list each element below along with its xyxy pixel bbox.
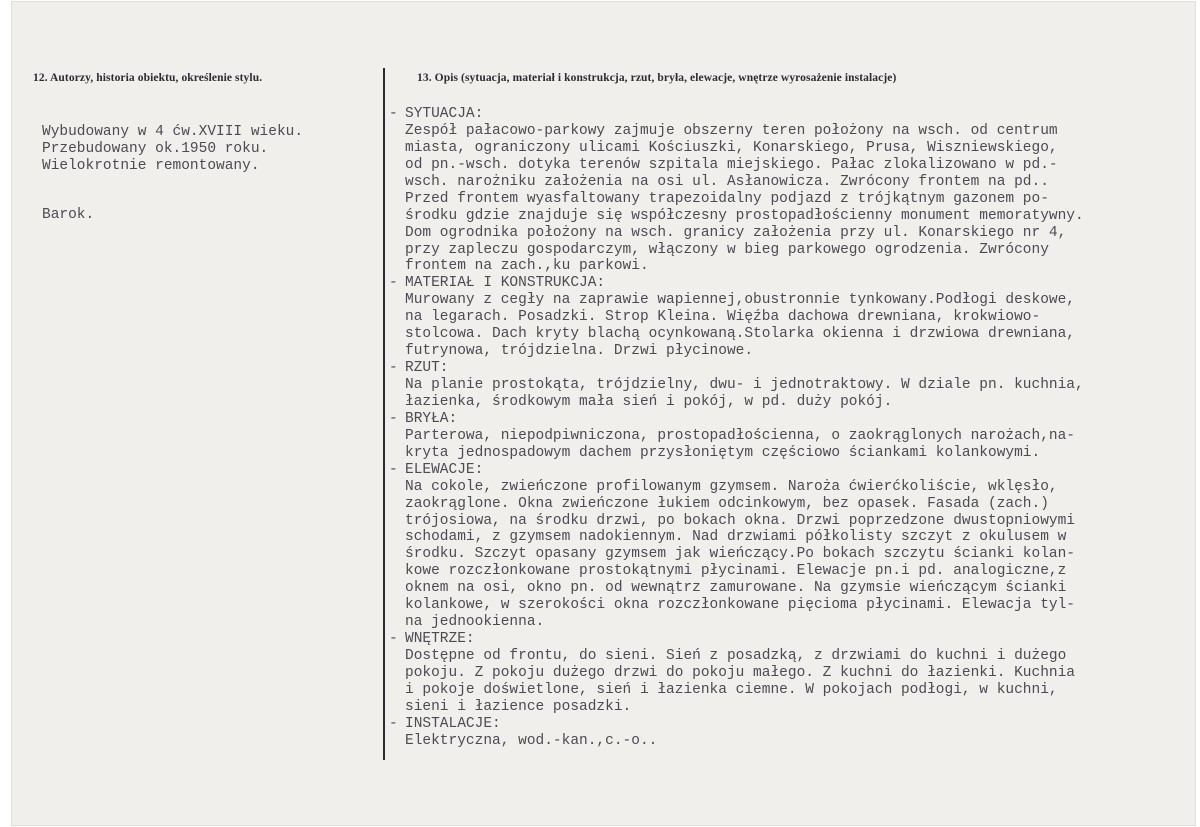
dash-marker: - bbox=[389, 410, 398, 427]
section-line: kowe rozczłonkowane prostokątnymi płycinami. Elewacje pn.i pd. analogiczne,z bbox=[405, 563, 1067, 580]
section-line: Dom ogrodnika położony na wsch. granicy założenia przy ul. Konarskiego nr 4, bbox=[405, 224, 1067, 241]
history-text bbox=[42, 124, 303, 175]
section-line: łazienka, środkowym mała sień i pokój, w pd. duży pokój. bbox=[405, 393, 893, 410]
section-line: środku gdzie znajduje się współczesny prostopadłościenny monument memoratywny. bbox=[405, 207, 1084, 224]
section-title bbox=[389, 360, 1084, 377]
section-title bbox=[389, 462, 1084, 479]
dash-marker: - bbox=[389, 360, 398, 377]
field-12-header: 12. Autorzy, historia obiektu, określenie stylu. bbox=[33, 72, 263, 84]
section-line: Parterowa, niepodpiwniczona, prostopadłościenna, o zaokrąglonych narożach,na- bbox=[405, 427, 1076, 444]
section-line: Dostępne od frontu, do sieni. Sień z posadzką, z drzwiami do kuchni i dużego bbox=[405, 648, 1067, 664]
section-title bbox=[389, 275, 1084, 292]
section-line: sieni i łazience posadzki. bbox=[405, 698, 632, 715]
section-title-text: INSTALACJE: bbox=[405, 715, 501, 732]
section-body bbox=[389, 123, 1084, 275]
section-line: Na cokole, zwieńczone profilowanym gzymsem. Naroża ćwierćkoliście, wklęsło, bbox=[405, 478, 1058, 495]
column-divider bbox=[383, 68, 385, 760]
section-body bbox=[389, 428, 1084, 462]
section-body bbox=[389, 377, 1084, 411]
section-block bbox=[389, 631, 1084, 716]
section-title-text: WNĘTRZE: bbox=[405, 631, 475, 648]
dash-marker: - bbox=[389, 631, 398, 648]
section-line: wsch. narożniku założenia na osi ul. Asłanowicza. Zwrócony frontem na pd.. bbox=[405, 173, 1049, 190]
section-title bbox=[389, 631, 1084, 648]
history-line: Wielokrotnie remontowany. bbox=[42, 157, 260, 174]
section-block bbox=[389, 716, 1084, 750]
section-body bbox=[389, 479, 1084, 631]
dash-marker: - bbox=[389, 461, 398, 478]
history-line: Przebudowany ok.1950 roku. bbox=[42, 140, 269, 157]
section-line: frontem na zach.,ku parkowi. bbox=[405, 258, 649, 275]
dash-marker: - bbox=[389, 275, 398, 292]
section-block bbox=[389, 275, 1084, 360]
section-line: Przed frontem wyasfaltowany trapezoidalny podjazd z trójkątnym gazonem po- bbox=[405, 190, 1049, 207]
section-body bbox=[389, 292, 1084, 360]
section-block bbox=[389, 411, 1084, 462]
section-line: środku. Szczyt opasany gzymsem jak wieńczący.Po bokach szczytu ścianki kolan- bbox=[405, 546, 1076, 563]
section-body bbox=[389, 648, 1084, 716]
description-sections bbox=[389, 106, 1084, 750]
section-block bbox=[389, 462, 1084, 631]
section-line: Murowany z cegły na zaprawie wapiennej,obustronnie tynkowany.Podłogi deskowe, bbox=[405, 292, 1076, 309]
section-line: pokoju. Z pokoju dużego drzwi do pokoju małego. Z kuchni do łazienki. Kuchnia bbox=[405, 664, 1076, 681]
section-title bbox=[389, 106, 1084, 123]
section-title bbox=[389, 716, 1084, 733]
section-line: trójosiowa, na środku drzwi, po bokach okna. Drzwi poprzedzone dwustopniowymi bbox=[405, 512, 1076, 529]
section-line: na legarach. Posadzki. Strop Kleina. Więźba dachowa drewniana, krokwiowo- bbox=[405, 309, 1041, 326]
section-body bbox=[389, 733, 1084, 750]
section-line: kryta jednospadowym dachem przysłoniętym częściowo ściankami kolankowymi. bbox=[405, 444, 1041, 461]
section-title-text: SYTUACJA: bbox=[405, 106, 484, 122]
history-line: Wybudowany w 4 ćw.XVIII wieku. bbox=[42, 124, 304, 140]
section-line: schodami, z gzymsem nadokiennym. Nad drzwiami półkolisty szczyt z okulusem w bbox=[405, 529, 1067, 546]
section-line: przy zapleczu gospodarczym, włączony w bieg parkowego ogrodzenia. Zwrócony bbox=[405, 241, 1049, 258]
style-text: Barok. bbox=[42, 207, 95, 223]
section-line: i pokoje doświetlone, sień i łazienka ciemne. W pokojach podłogi, w kuchni, bbox=[405, 681, 1058, 698]
section-line: od pn.-wsch. dotyka terenów szpitala miejskiego. Pałac zlokalizowano w pd.- bbox=[405, 156, 1058, 173]
dash-marker: - bbox=[389, 106, 398, 122]
section-line: Zespół pałacowo-parkowy zajmuje obszerny teren położony na wsch. od centrum bbox=[405, 122, 1058, 139]
section-line: miasta, ograniczony ulicami Kościuszki, Konarskiego, Prusa, Wiszniewskiego, bbox=[405, 139, 1058, 156]
section-title-text: BRYŁA: bbox=[405, 410, 458, 427]
section-block bbox=[389, 106, 1084, 275]
section-title-text: RZUT: bbox=[405, 360, 449, 377]
section-line: na jednookienna. bbox=[405, 614, 545, 631]
section-line: Elektryczna, wod.-kan.,c.-o.. bbox=[405, 732, 658, 749]
dash-marker: - bbox=[389, 715, 398, 732]
section-line: Na planie prostokąta, trójdzielny, dwu- i jednotraktowy. W dziale pn. kuchnia, bbox=[405, 377, 1084, 393]
section-block bbox=[389, 360, 1084, 411]
section-line: kolankowe, w szerokości okna rozczłonkowane pięcioma płycinami. Elewacja tyl- bbox=[405, 597, 1076, 614]
section-line: futrynowa, trójdzielna. Drzwi płycinowe. bbox=[405, 343, 754, 360]
section-title-text: MATERIAŁ I KONSTRUKCJA: bbox=[405, 275, 606, 292]
section-title-text: ELEWACJE: bbox=[405, 461, 484, 478]
section-line: stolcowa. Dach kryty blachą ocynkowaną.Stolarka okienna i drzwiowa drewniana, bbox=[405, 326, 1076, 343]
section-title bbox=[389, 411, 1084, 428]
section-line: zaokrąglone. Okna zwieńczone łukiem odcinkowym, bez opasek. Fasada (zach.) bbox=[405, 495, 1049, 512]
field-13-header: 13. Opis (sytuacja, materiał i konstrukcja, rzut, bryła, elewacje, wnętrze wyrosażenie instalacje) bbox=[417, 72, 897, 84]
section-line: oknem na osi, okno pn. od wewnątrz zamurowane. Na gzymsie wieńczącym ścianki bbox=[405, 580, 1067, 597]
